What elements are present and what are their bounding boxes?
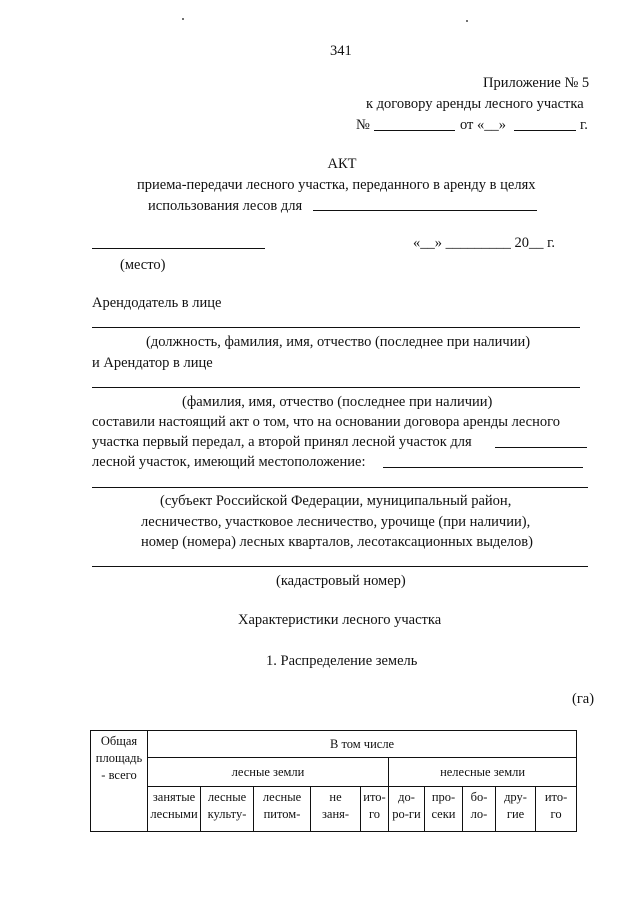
act-subtitle-line1: приема-передачи лесного участка, переданного в аренду в целях — [137, 177, 536, 193]
scan-speck — [182, 18, 184, 20]
appendix-title: Приложение № 5 — [483, 75, 590, 91]
cadastral-blank — [92, 566, 588, 567]
location-hint-line1: (субъект Российской Федерации, муниципальный район, — [160, 493, 512, 509]
nonforest-col-clearings: про- секи — [425, 787, 463, 832]
page-number: 341 — [330, 43, 352, 59]
scan-speck — [466, 20, 468, 22]
location-blank — [92, 487, 588, 488]
purpose-blank — [313, 210, 537, 211]
nonforest-col-total: ито- го — [536, 787, 577, 832]
use-purpose-blank — [495, 447, 587, 448]
nonforest-col-roads: до- ро-ги — [389, 787, 425, 832]
appendix-year-label: г. — [580, 117, 588, 133]
nonforest-col-swamps: бо- ло- — [463, 787, 496, 832]
nonforest-col-other: дру- гие — [496, 787, 536, 832]
act-title: АКТ — [327, 156, 357, 172]
location-blank-inline — [383, 467, 583, 468]
act-subtitle-line2: использования лесов для — [148, 198, 303, 214]
forest-lands-header: лесные земли — [148, 758, 389, 787]
forest-col-cultures: лесные культу- — [201, 787, 254, 832]
tenant-label: и Арендатор в лице — [92, 355, 213, 371]
location-hint-line2: лесничество, участковое лесничество, урочище (при наличии), — [141, 514, 531, 530]
total-area-header: Общая площадь - всего — [91, 731, 148, 832]
appendix-subtitle: к договору аренды лесного участка — [366, 96, 584, 112]
tenant-hint: (фамилия, имя, отчество (последнее при наличии) — [182, 394, 493, 410]
unit-label: (га) — [572, 691, 595, 707]
act-paragraph-line2: участка первый передал, а второй принял лесной участок для — [92, 434, 472, 450]
place-label: (место) — [120, 257, 166, 273]
appendix-number-label: № — [356, 117, 370, 133]
location-hint-line3: номер (номера) лесных кварталов, лесотаксационных выделов) — [141, 534, 533, 550]
forest-col-nurseries: лесные питом- — [254, 787, 311, 832]
cadastral-hint: (кадастровый номер) — [276, 573, 406, 589]
forest-col-occupied: занятые лесными — [148, 787, 201, 832]
land-distribution-table — [90, 730, 577, 832]
landlord-label: Арендодатель в лице — [92, 295, 222, 311]
act-paragraph-line3: лесной участок, имеющий местоположение: — [92, 454, 366, 470]
subsection-title: 1. Распределение земель — [266, 653, 418, 669]
contract-number-blank — [374, 130, 455, 131]
act-paragraph-line1: составили настоящий акт о том, что на основании договора аренды лесного — [92, 414, 560, 430]
section-title: Характеристики лесного участка — [238, 612, 442, 628]
landlord-hint: (должность, фамилия, имя, отчество (последнее при наличии) — [146, 334, 531, 350]
including-header: В том числе — [148, 731, 577, 758]
date-field: «__» _________ 20__ г. — [413, 235, 556, 251]
forest-col-unoccupied: не заня- — [311, 787, 361, 832]
contract-date-blank — [514, 130, 576, 131]
appendix-from-label: от «__» — [460, 117, 507, 133]
place-blank — [92, 248, 265, 249]
landlord-name-blank — [92, 327, 580, 328]
nonforest-lands-header: нелесные земли — [389, 758, 577, 787]
forest-col-total: ито- го — [361, 787, 389, 832]
tenant-name-blank — [92, 387, 580, 388]
